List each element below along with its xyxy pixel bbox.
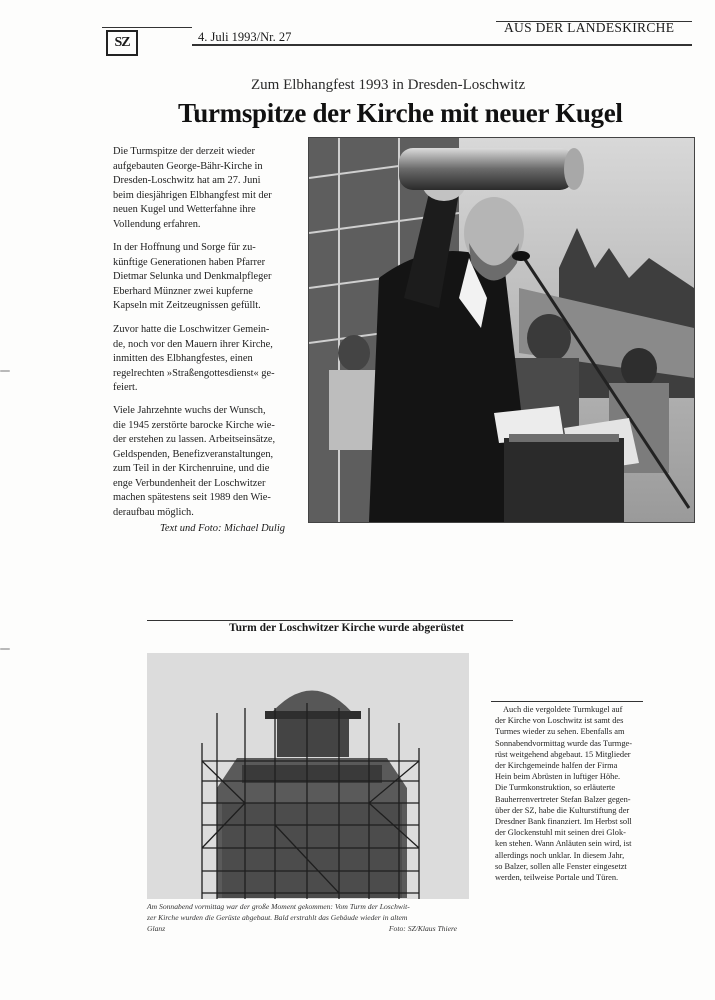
caption-text: Glanz <box>147 924 166 933</box>
text-line: über der SZ, habe die Kulturstiftung der <box>495 805 630 815</box>
text-line: Viele Jahrzehnte wuchs der Wunsch, <box>113 405 266 416</box>
text-line: Geldspenden, Benefizveranstaltungen, <box>113 448 274 460</box>
article-kicker: Zum Elbhangfest 1993 in Dresden-Loschwitz <box>251 77 526 93</box>
text-line: Die Turmkonstruktion, so erläuterte <box>495 783 616 793</box>
text-line: Sonnabendvormittag wurde das Turmge- <box>495 738 633 748</box>
tower-scaffolding-photo <box>147 653 469 899</box>
text-line: die 1945 zerstörte barocke Kirche wie- <box>113 419 275 431</box>
text-line: Vollendung erfahren. <box>113 218 201 230</box>
text-line: machen spätestens seit 1989 den Wie- <box>113 492 271 503</box>
text-line: rüst weitgehend abgebaut. 15 Mitglieder <box>495 749 631 759</box>
text-line: Eberhard Münzner zwei kupferne <box>113 285 253 297</box>
text-line: künftige Generationen haben Pfarrer <box>113 256 266 268</box>
text-line: der Glockenstuhl mit seinen drei Glok- <box>495 828 626 838</box>
text-line: Dresden-Loschwitz hat am 27. Juni <box>113 175 261 186</box>
text-line: zer Kirche wurden die Gerüste abgebaut. Bald erstrahlt das Gebäude wieder in altem <box>147 913 408 922</box>
text-line: de, noch vor den Mauern ihrer Kirche, <box>113 338 273 350</box>
text-line: Am Sonnabend vormittag war der große Moment gekommen: Vom Turm der Loschwit- <box>147 902 410 911</box>
punch-mark <box>0 648 10 650</box>
text-line: Hein beim Abrüsten in luftiger Höhe. <box>495 772 621 782</box>
article-paragraph-1 <box>113 145 300 232</box>
article-rule <box>491 701 643 702</box>
text-line: der Kirchgemeinde halfen der Firma <box>495 761 618 771</box>
article-rule <box>147 620 513 621</box>
text-line: deraufbau möglich. <box>113 506 194 518</box>
text-line: regelrechten »Straßengottesdienst« ge- <box>113 367 275 379</box>
article-headline: Turm der Loschwitzer Kirche wurde abgerüstet <box>229 622 464 634</box>
text-line: ken stehen. Wann Anläuten sein wird, ist <box>495 839 632 849</box>
text-line: so Balzer, sollen alle Fenster eingesetzt <box>495 861 627 871</box>
text-line <box>147 923 469 934</box>
text-line: feiert. <box>113 382 138 393</box>
text-line: allerdings noch unklar. In diesem Jahr, <box>495 850 625 860</box>
article-paragraph-3 <box>113 323 300 396</box>
text-line: Auch die vergoldete Turmkugel auf <box>503 705 623 714</box>
section-title: AUS DER LANDESKIRCHE <box>504 20 675 35</box>
header-rule <box>102 27 192 28</box>
text-line: In der Hoffnung und Sorge für zu- <box>113 242 256 253</box>
text-line: Zuvor hatte die Loschwitzer Gemein- <box>113 324 270 335</box>
photo-credit: Text und Foto: Michael Dulig <box>160 523 286 534</box>
issue-date: 4. Juli 1993/Nr. 27 <box>198 30 292 44</box>
text-line: enge Verbundenheit der Loschwitzer <box>113 477 266 489</box>
text-line: Kapseln mit Zeitzeugnissen gefüllt. <box>113 300 261 311</box>
text-line: der erstehen zu lassen. Arbeitseinsätze, <box>113 434 276 445</box>
text-line: neuen Kugel und Wetterfahne ihre <box>113 204 256 215</box>
text-line: Dietmar Selunka und Denkmalpfleger <box>113 271 272 282</box>
punch-mark <box>0 370 10 372</box>
photo-credit: Foto: SZ/Klaus Thiere <box>388 924 457 933</box>
text-line: Turmes wieder zu sehen. Ebenfalls am <box>495 727 625 737</box>
article-paragraph-4 <box>113 404 300 520</box>
article-body <box>495 704 643 883</box>
article-headline: Turmspitze der Kirche mit neuer Kugel <box>178 98 623 128</box>
text-line: inmitten des Elbhangfestes, einen <box>113 353 253 364</box>
text-line: Bauherrenvertreter Stefan Balzer gegen- <box>495 794 631 804</box>
text-line: werden, teilweise Portale und Türen. <box>495 873 619 883</box>
article-paragraph-2 <box>113 241 300 314</box>
text-line: aufgebauten George-Bähr-Kirche in <box>113 160 263 172</box>
pastor-photo <box>308 137 695 523</box>
text-line: Die Turmspitze der derzeit wieder <box>113 146 255 157</box>
text-line: Dresdner Bank finanziert. Im Herbst soll <box>495 817 632 827</box>
newspaper-logo: SZ <box>106 30 138 56</box>
text-line: beim diesjährigen Elbhangfest mit der <box>113 189 272 201</box>
text-line: zum Teil in der Kirchenruine, und die <box>113 463 270 474</box>
photo-caption <box>147 901 469 934</box>
text-line: der Kirche von Loschwitz ist samt des <box>495 716 624 726</box>
